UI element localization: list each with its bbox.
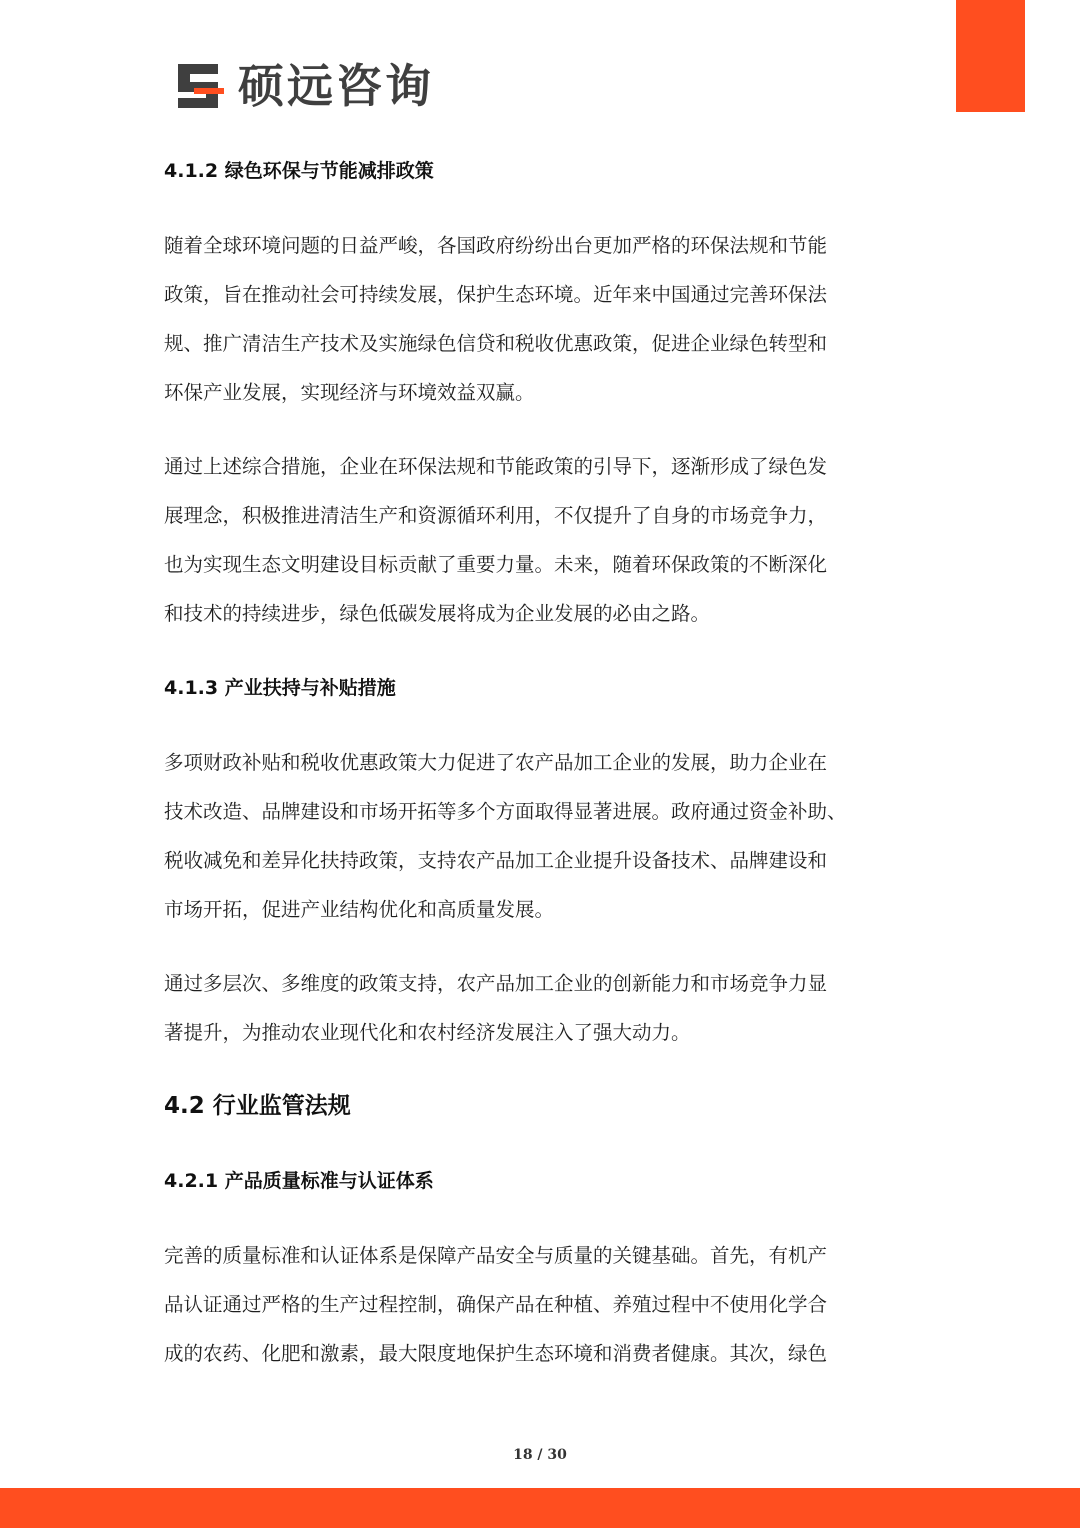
text-line: 完善的质量标准和认证体系是保障产品安全与质量的关键基础。首先，有机产 xyxy=(164,1244,828,1267)
paragraph xyxy=(164,959,924,1057)
text-line: 政策，旨在推动社会可持续发展，保护生态环境。近年来中国通过完善环保法 xyxy=(164,283,828,306)
text-line: 和技术的持续进步，绿色低碳发展将成为企业发展的必由之路。 xyxy=(164,602,711,625)
text-line: 多项财政补贴和税收优惠政策大力促进了农产品加工企业的发展，助力企业在 xyxy=(164,751,828,774)
paragraph xyxy=(164,221,924,417)
header-accent-tab xyxy=(956,0,1025,112)
shuoyuan-logo-icon xyxy=(176,62,228,110)
section-heading-4-1-3: 4.1.3 产业扶持与补贴措施 xyxy=(164,677,396,699)
page-number: 18 / 30 xyxy=(513,1447,567,1463)
text-line: 通过上述综合措施，企业在环保法规和节能政策的引导下，逐渐形成了绿色发 xyxy=(164,455,828,478)
text-line: 品认证通过严格的生产过程控制，确保产品在种植、养殖过程中不使用化学合 xyxy=(164,1293,828,1316)
text-line: 规、推广清洁生产技术及实施绿色信贷和税收优惠政策，促进企业绿色转型和 xyxy=(164,332,828,355)
text-line: 技术改造、品牌建设和市场开拓等多个方面取得显著进展。政府通过资金补助、 xyxy=(164,800,847,823)
section-heading-4-1-2: 4.1.2 绿色环保与节能减排政策 xyxy=(164,160,434,182)
logo-text: 硕远咨询 xyxy=(238,59,434,113)
section-heading-4-2: 4.2 行业监管法规 xyxy=(164,1093,351,1119)
text-line: 通过多层次、多维度的政策支持，农产品加工企业的创新能力和市场竞争力显 xyxy=(164,972,828,995)
text-line: 也为实现生态文明建设目标贡献了重要力量。未来，随着环保政策的不断深化 xyxy=(164,553,828,576)
text-line: 成的农药、化肥和激素，最大限度地保护生态环境和消费者健康。其次，绿色 xyxy=(164,1342,828,1365)
text-line: 环保产业发展，实现经济与环境效益双赢。 xyxy=(164,381,535,404)
paragraph xyxy=(164,442,924,638)
text-line: 市场开拓，促进产业结构优化和高质量发展。 xyxy=(164,898,555,921)
company-logo xyxy=(176,58,434,114)
paragraph xyxy=(164,1231,924,1378)
footer-accent-bar xyxy=(0,1488,1080,1528)
section-heading-4-2-1: 4.2.1 产品质量标准与认证体系 xyxy=(164,1170,434,1192)
text-line: 税收减免和差异化扶持政策，支持农产品加工企业提升设备技术、品牌建设和 xyxy=(164,849,828,872)
text-line: 著提升，为推动农业现代化和农村经济发展注入了强大动力。 xyxy=(164,1021,691,1044)
text-line: 随着全球环境问题的日益严峻，各国政府纷纷出台更加严格的环保法规和节能 xyxy=(164,234,828,257)
text-line: 展理念，积极推进清洁生产和资源循环利用，不仅提升了自身的市场竞争力， xyxy=(164,504,828,527)
paragraph xyxy=(164,738,924,934)
